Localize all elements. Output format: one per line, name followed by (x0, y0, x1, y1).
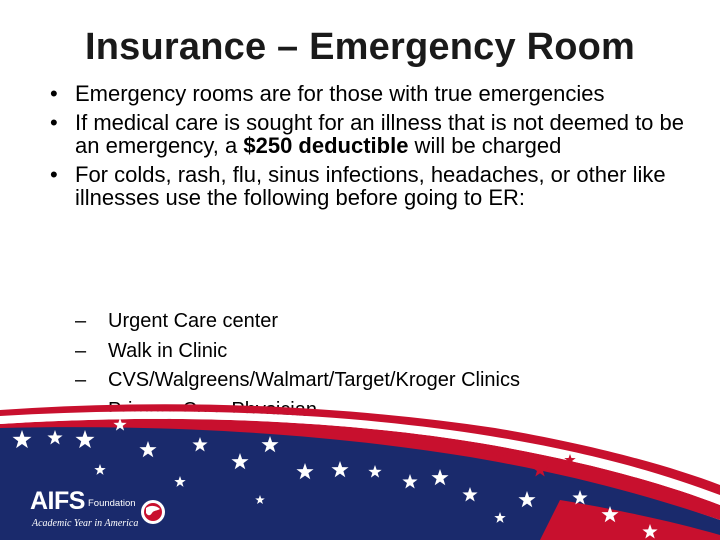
logo-tagline: Academic Year in America (32, 518, 139, 529)
bullet-marker: • (50, 81, 58, 106)
bullet-text: If medical care is sought for an illness that is not deemed to be an emergency, a (75, 109, 684, 158)
bullet-text: For colds, rash, flu, sinus infections, headaches, or other like illnesses use the following before going to ER: (75, 161, 666, 210)
logo-wordmark: AIFS (30, 487, 85, 515)
sub-bullet-marker: – (75, 310, 87, 332)
slide-title: Insurance – Emergency Room (84, 26, 636, 68)
bullet-marker: • (50, 161, 58, 187)
sub-bullet-text: CVS/Walgreens/Walmart/Target/Kroger Clinics (108, 369, 520, 391)
sub-bullet-marker: – (75, 339, 87, 362)
sub-bullet-text: Walk in Clinic (108, 339, 228, 362)
bullet-text: Emergency rooms are for those with true emergencies (75, 81, 605, 106)
deductible-amount: $250 deductible (243, 133, 409, 158)
bullet-text: will be charged (408, 133, 562, 158)
bullet-marker: • (50, 109, 58, 135)
sub-bullet-marker: – (75, 369, 87, 391)
sub-bullet-text: Urgent Care center (108, 310, 279, 332)
aifs-logo (30, 487, 200, 532)
logo-foundation-text: Foundation (88, 498, 136, 509)
